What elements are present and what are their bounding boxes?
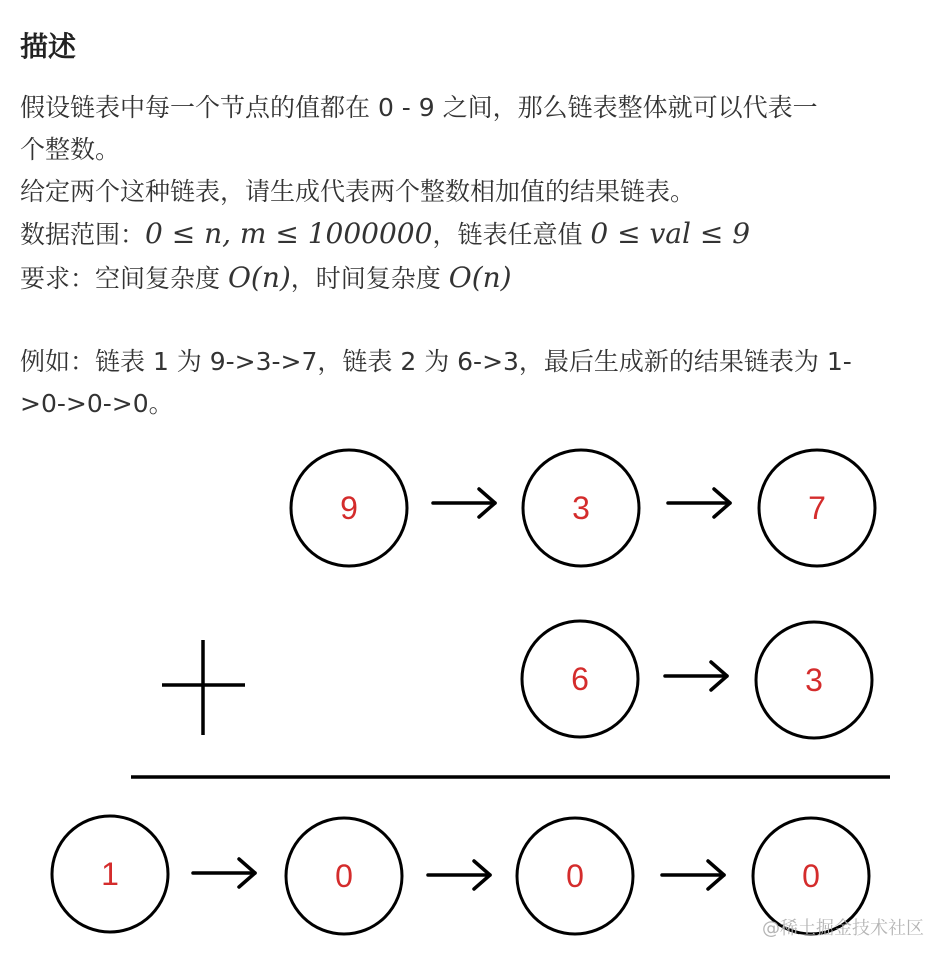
arrow-right-icon xyxy=(433,489,495,517)
node-value: 0 xyxy=(802,858,820,894)
section-title: 描述 xyxy=(20,30,77,63)
range-formula-nm: 0 ≤ n, m ≤ 1000000 xyxy=(145,217,433,250)
node-value: 3 xyxy=(572,490,590,526)
example-line-2: >0->0->0。 xyxy=(20,389,174,418)
result-node xyxy=(286,818,402,934)
description-line-2: 个整数。 xyxy=(20,135,121,164)
node-value: 9 xyxy=(340,490,358,526)
result-node xyxy=(52,816,168,932)
node-value: 1 xyxy=(101,856,119,892)
arrow-right-icon xyxy=(668,489,730,517)
node-value: 7 xyxy=(808,490,826,526)
node-value: 6 xyxy=(571,661,589,697)
watermark: @稀土掘金技术社区 xyxy=(762,918,924,939)
data-range-label: 数据范围： xyxy=(20,220,146,249)
list1-node xyxy=(523,450,639,566)
result-node xyxy=(517,818,633,934)
node-value: 0 xyxy=(566,858,584,894)
space-complexity: O(n) xyxy=(227,261,291,294)
description-line-1: 假设链表中每一个节点的值都在 0 - 9 之间，那么链表整体就可以代表一 xyxy=(20,93,818,122)
arrow-right-icon xyxy=(428,861,490,889)
arrow-right-icon xyxy=(665,662,727,690)
arrow-right-icon xyxy=(662,861,724,889)
arrow-right-icon xyxy=(193,859,255,887)
list2-node xyxy=(756,622,872,738)
list2-node xyxy=(522,621,638,737)
node-value: 3 xyxy=(805,662,823,698)
task-statement: 给定两个这种链表，请生成代表两个整数相加值的结果链表。 xyxy=(20,177,696,206)
range-formula-val: 0 ≤ val ≤ 9 xyxy=(590,217,751,250)
data-range-mid: ，链表任意值 xyxy=(432,220,591,249)
node-value: 0 xyxy=(335,858,353,894)
example-line-1: 例如：链表 1 为 9->3->7，链表 2 为 6->3，最后生成新的结果链表为 1- xyxy=(20,347,852,376)
requirement-label: 要求：空间复杂度 xyxy=(20,264,228,293)
list1-node xyxy=(291,450,407,566)
requirement-mid: ，时间复杂度 xyxy=(290,264,449,293)
list1-node xyxy=(759,450,875,566)
time-complexity: O(n) xyxy=(448,261,512,294)
plus-sign-icon xyxy=(162,640,245,735)
